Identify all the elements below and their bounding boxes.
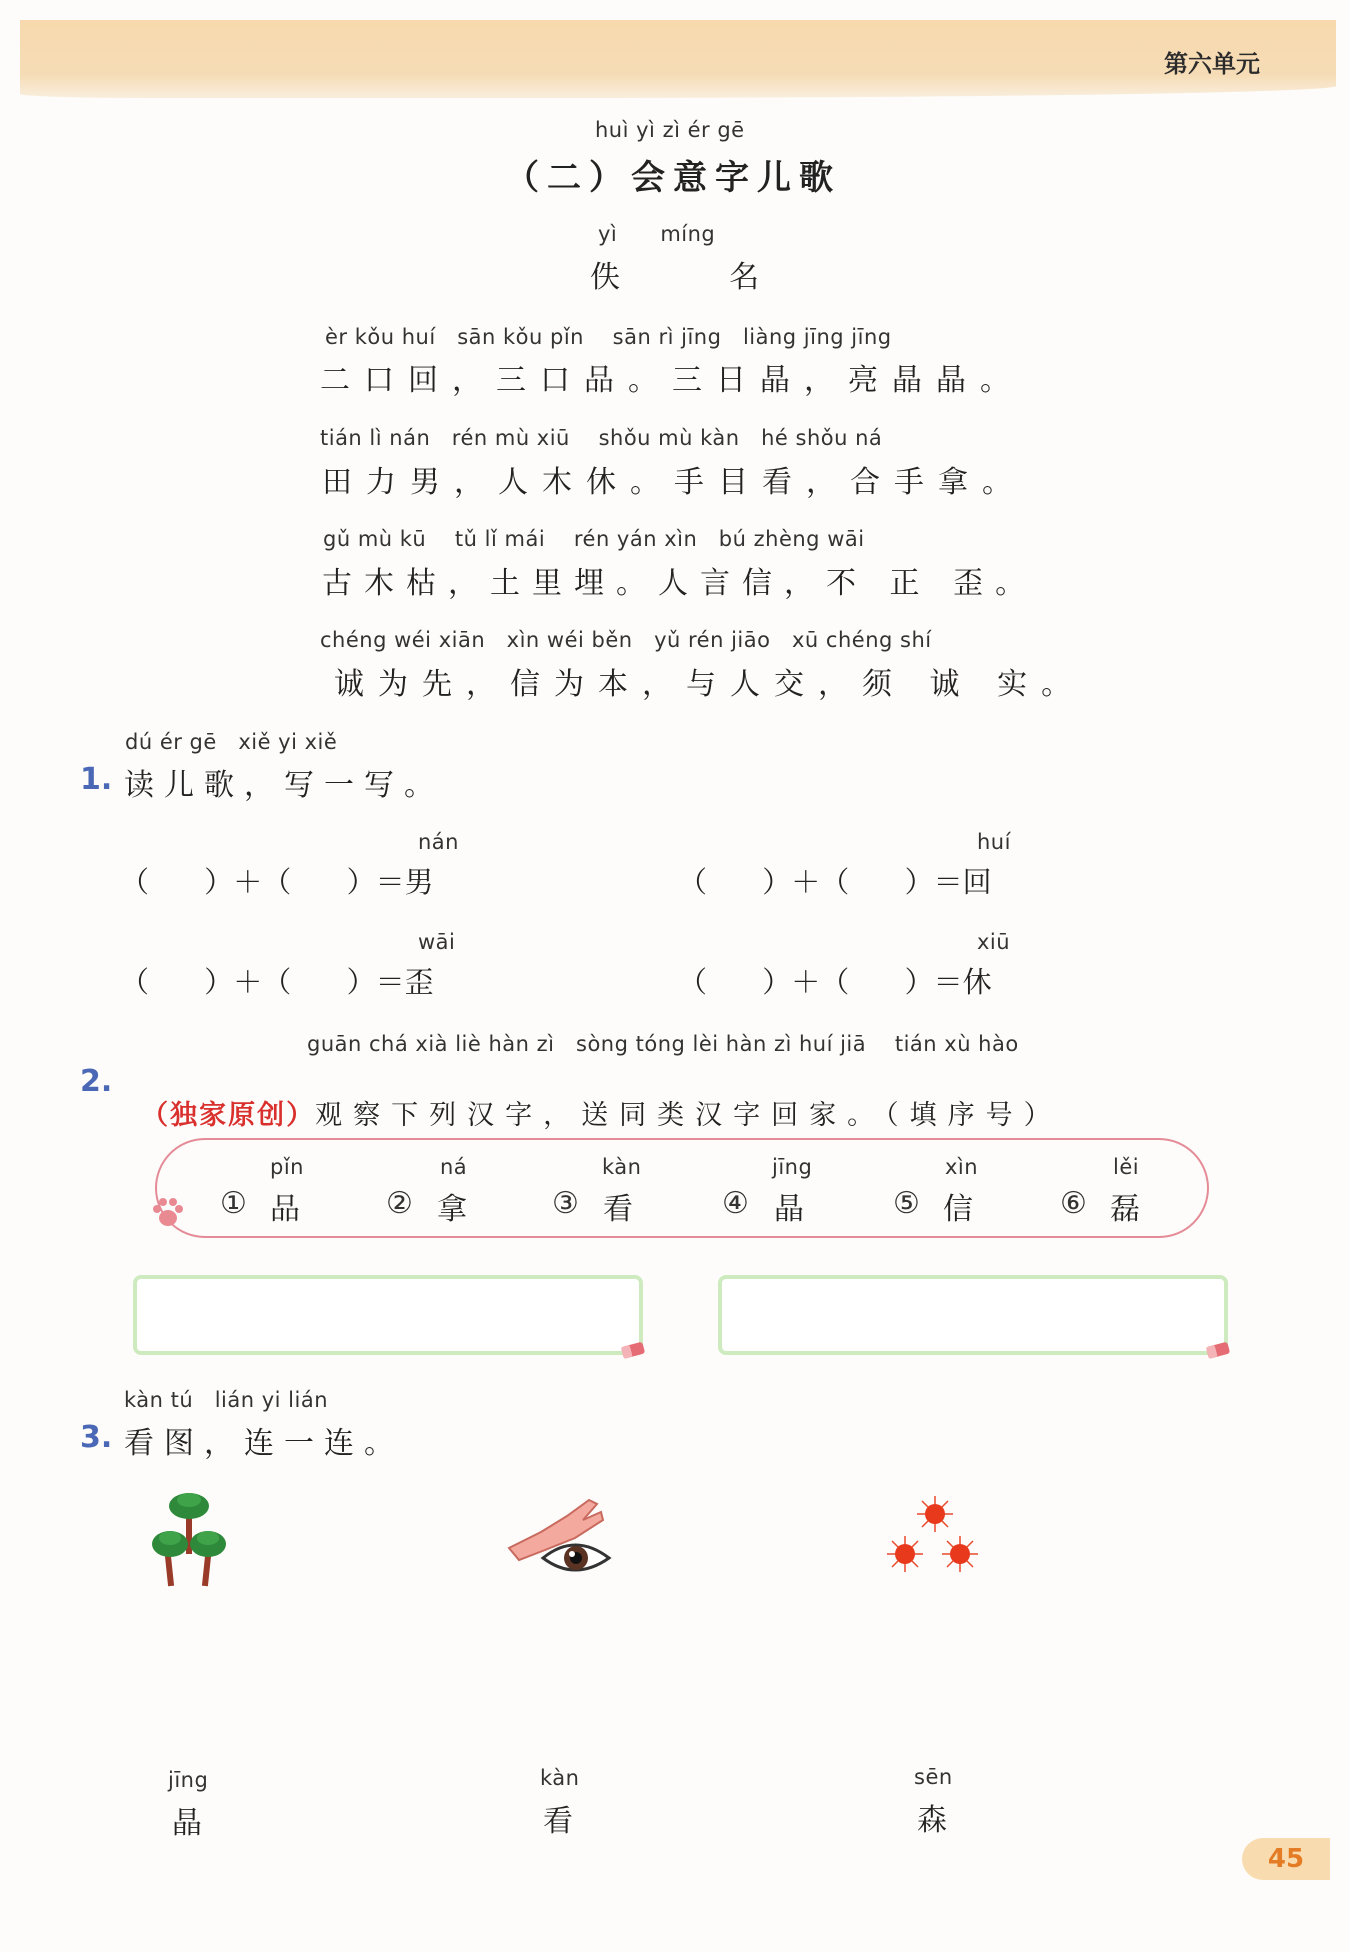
trees-picture xyxy=(150,1488,232,1590)
q2-instruction: 观察下列汉字，送同类汉字回家。（填序号） xyxy=(315,1100,1062,1131)
poem-line-4-pinyin: chéng wéi xiān xìn wéi běn yǔ rén jiāo xū chéng shí xyxy=(320,628,932,652)
answer-box-left[interactable] xyxy=(133,1275,643,1355)
answer-box-right[interactable] xyxy=(718,1275,1228,1355)
option-2-number: ② xyxy=(386,1186,413,1221)
option-3-pinyin: kàn xyxy=(602,1155,642,1179)
q1-item-1-pinyin: nán xyxy=(418,830,459,854)
title-pinyin: huì yì zì ér gē xyxy=(595,118,745,142)
option-5-char: 信 xyxy=(943,1192,979,1227)
eraser-icon xyxy=(1204,1339,1234,1361)
option-6-pinyin: lěi xyxy=(1113,1155,1140,1179)
option-1-pinyin: pǐn xyxy=(270,1155,304,1179)
suns-picture xyxy=(880,1492,990,1584)
paw-icon xyxy=(150,1195,186,1229)
q2-instruction-line xyxy=(120,1062,1062,1132)
q1-item-4[interactable]: （ ）＋（ ）＝休 xyxy=(678,965,992,999)
q1-item-2-pinyin: huí xyxy=(977,830,1011,854)
q3-pinyin: kàn tú lián yi lián xyxy=(124,1388,329,1412)
option-4-char: 晶 xyxy=(774,1192,810,1227)
author-pinyin: yì míng xyxy=(598,222,716,246)
poem-line-1: 二口回，三口品。三日晶，亮晶晶。 xyxy=(320,363,1024,398)
poem-line-2: 田力男，人木休。手目看，合手拿。 xyxy=(322,465,1026,500)
answer-1-char[interactable]: 晶 xyxy=(172,1806,208,1841)
option-2-pinyin: ná xyxy=(440,1155,468,1179)
q3-instruction: 看图，连一连。 xyxy=(124,1426,404,1461)
q1-item-1[interactable]: （ ）＋（ ）＝男 xyxy=(120,865,434,899)
answer-3-pinyin: sēn xyxy=(914,1765,953,1789)
q3-number: 3. xyxy=(80,1420,113,1455)
option-4-pinyin: jīng xyxy=(772,1155,813,1179)
q1-item-3-pinyin: wāi xyxy=(418,930,456,954)
poem-line-1-pinyin: èr kǒu huí sān kǒu pǐn sān rì jīng liàng jīng jīng xyxy=(325,325,892,349)
q1-item-4-pinyin: xiū xyxy=(977,930,1011,954)
q2-number: 2. xyxy=(80,1064,113,1099)
q2-tag: （独家原创） xyxy=(141,1100,316,1131)
author-name: 佚 名 xyxy=(590,260,790,295)
option-1-number: ① xyxy=(220,1186,247,1221)
q1-pinyin: dú ér gē xiě yi xiě xyxy=(125,730,338,754)
q1-item-2[interactable]: （ ）＋（ ）＝回 xyxy=(678,865,992,899)
hand-eye-picture xyxy=(505,1492,625,1582)
option-6-char: 磊 xyxy=(1110,1192,1146,1227)
unit-label: 第六单元 xyxy=(1164,50,1260,78)
page-number: 45 xyxy=(1242,1838,1330,1880)
eraser-icon xyxy=(619,1339,649,1361)
q2-pinyin: guān chá xià liè hàn zì sòng tóng lèi hàn zì huí jiā tián xù hào xyxy=(307,1032,1019,1056)
poem-line-3: 古木枯，土里埋。人言信，不 正 歪。 xyxy=(322,566,1038,601)
poem-line-4: 诚为先，信为本，与人交，须 诚 实。 xyxy=(334,667,1086,702)
option-5-pinyin: xìn xyxy=(945,1155,979,1179)
character-oval xyxy=(155,1138,1209,1238)
answer-2-char[interactable]: 看 xyxy=(543,1804,579,1839)
q1-instruction: 读儿歌，写一写。 xyxy=(124,768,444,803)
option-4-number: ④ xyxy=(722,1186,749,1221)
q1-item-3[interactable]: （ ）＋（ ）＝歪 xyxy=(120,965,434,999)
header-band xyxy=(20,20,1336,98)
poem-line-3-pinyin: gǔ mù kū tǔ lǐ mái rén yán xìn bú zhèng wāi xyxy=(323,527,865,551)
option-3-char: 看 xyxy=(603,1192,639,1227)
option-1-char: 品 xyxy=(270,1192,306,1227)
option-6-number: ⑥ xyxy=(1060,1186,1087,1221)
option-3-number: ③ xyxy=(552,1186,579,1221)
page-title: （二）会意字儿歌 xyxy=(505,158,841,198)
q1-number: 1. xyxy=(80,762,113,797)
answer-1-pinyin: jīng xyxy=(168,1768,209,1792)
poem-line-2-pinyin: tián lì nán rén mù xiū shǒu mù kàn hé shǒu ná xyxy=(320,426,883,450)
answer-2-pinyin: kàn xyxy=(540,1766,580,1790)
option-5-number: ⑤ xyxy=(893,1186,920,1221)
option-2-char: 拿 xyxy=(437,1192,473,1227)
answer-3-char[interactable]: 森 xyxy=(917,1803,953,1838)
